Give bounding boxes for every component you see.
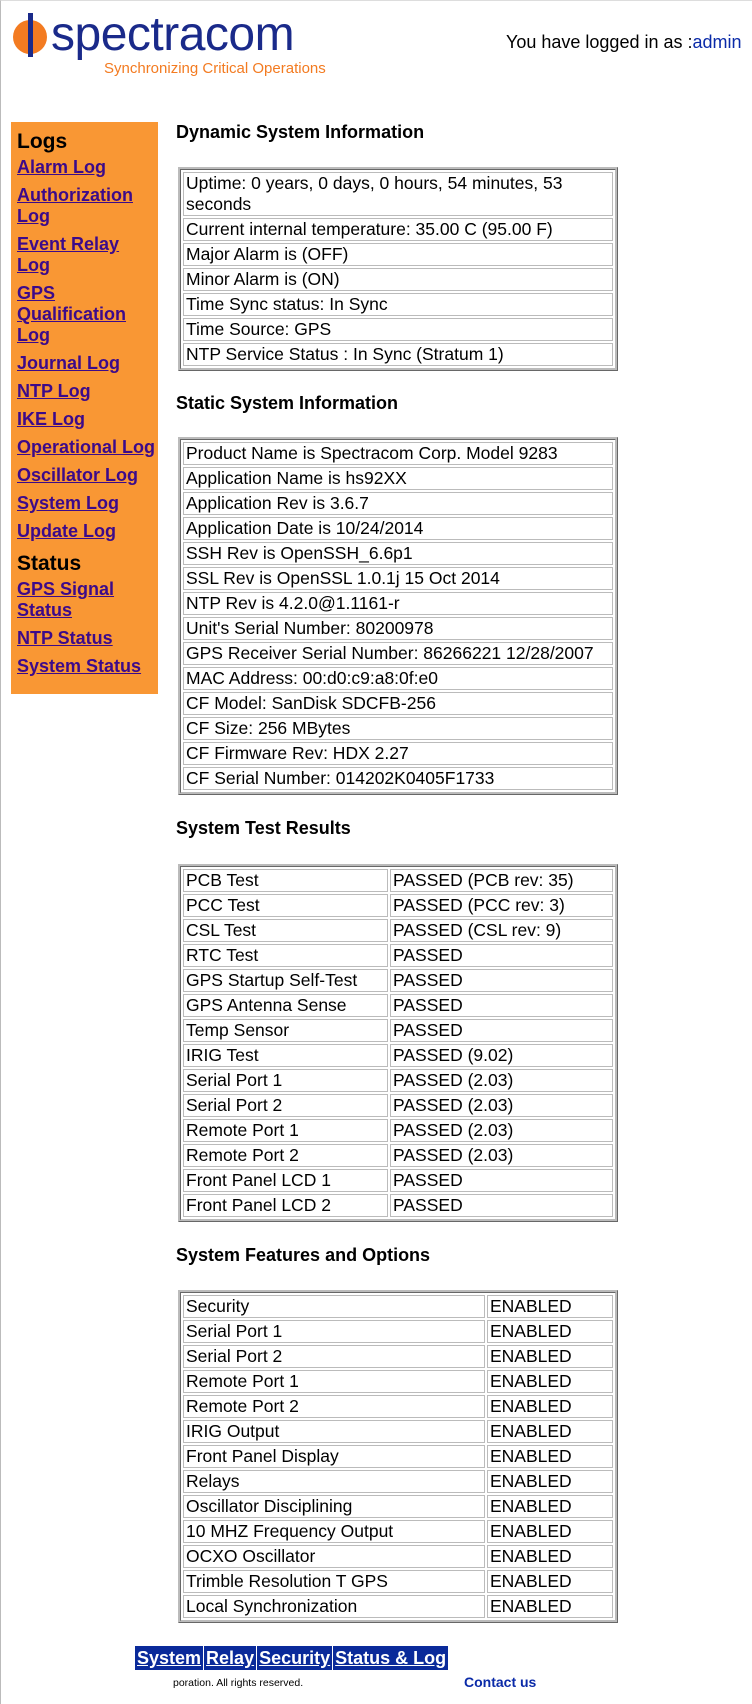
feature-state: ENABLED [487, 1370, 613, 1393]
table-row [183, 642, 613, 665]
test-result: PASSED (2.03) [390, 1119, 613, 1142]
table-row [183, 1094, 613, 1117]
table-cell: MAC Address: 00:d0:c9:a8:0f:e0 [183, 667, 613, 690]
sidebar-link-gps-qualification-log[interactable]: GPS Qualification Log [17, 283, 127, 345]
table-row [183, 1570, 613, 1593]
logo-wordmark: spectracom [51, 8, 295, 61]
table-row [183, 343, 613, 366]
test-result: PASSED [390, 1169, 613, 1192]
feature-name: OCXO Oscillator [183, 1545, 485, 1568]
table-cell: NTP Service Status : In Sync (Stratum 1) [183, 343, 613, 366]
footer-link-system[interactable]: System [137, 1648, 202, 1668]
table-row [183, 1595, 613, 1618]
feature-state: ENABLED [487, 1320, 613, 1343]
table-cell: Time Source: GPS [183, 318, 613, 341]
table-row [183, 1395, 613, 1418]
table-cell: CF Serial Number: 014202K0405F1733 [183, 767, 613, 790]
feature-name: 10 MHZ Frequency Output [183, 1520, 485, 1543]
feature-name: Oscillator Disciplining [183, 1495, 485, 1518]
test-result: PASSED (9.02) [390, 1044, 613, 1067]
table-row [183, 467, 613, 490]
table-row [183, 1019, 613, 1042]
copyright-text: poration. All rights reserved. [173, 1677, 304, 1689]
table-cell: NTP Rev is 4.2.0@1.1161-r [183, 592, 613, 615]
table-row [183, 894, 613, 917]
table-row [183, 919, 613, 942]
table-cell: Application Date is 10/24/2014 [183, 517, 613, 540]
feature-state: ENABLED [487, 1445, 613, 1468]
test-result: PASSED [390, 944, 613, 967]
table-cell: GPS Receiver Serial Number: 86266221 12/28/2007 [183, 642, 613, 665]
feature-name: IRIG Output [183, 1420, 485, 1443]
feature-state: ENABLED [487, 1295, 613, 1318]
test-result: PASSED (2.03) [390, 1094, 613, 1117]
table-cell: Application Name is hs92XX [183, 467, 613, 490]
sidebar-link-operational-log[interactable]: Operational Log [17, 437, 156, 457]
footer-link-relay[interactable]: Relay [206, 1648, 255, 1668]
test-result: PASSED (PCC rev: 3) [390, 894, 613, 917]
feature-state: ENABLED [487, 1420, 613, 1443]
table-row [183, 1320, 613, 1343]
table-row [183, 542, 613, 565]
table-cell: CF Size: 256 MBytes [183, 717, 613, 740]
feature-name: Trimble Resolution T GPS [183, 1570, 485, 1593]
test-name: PCC Test [183, 894, 388, 917]
table-row [183, 1069, 613, 1092]
test-name: RTC Test [183, 944, 388, 967]
table-row [183, 1445, 613, 1468]
test-name: Remote Port 2 [183, 1144, 388, 1167]
dynamic-info-table [178, 167, 618, 371]
login-prefix: You have logged in as : [506, 32, 693, 52]
table-row [183, 717, 613, 740]
feature-state: ENABLED [487, 1470, 613, 1493]
feature-name: Front Panel Display [183, 1445, 485, 1468]
feature-name: Remote Port 2 [183, 1395, 485, 1418]
table-cell: CF Firmware Rev: HDX 2.27 [183, 742, 613, 765]
test-name: GPS Antenna Sense [183, 994, 388, 1017]
table-cell: Product Name is Spectracom Corp. Model 9283 [183, 442, 613, 465]
sidebar-link-update-log[interactable]: Update Log [17, 521, 116, 541]
test-name: PCB Test [183, 869, 388, 892]
test-name: Remote Port 1 [183, 1119, 388, 1142]
table-row [183, 1169, 613, 1192]
features-title: System Features and Options [176, 1245, 431, 1265]
feature-state: ENABLED [487, 1395, 613, 1418]
table-row [183, 567, 613, 590]
footer-link-status-log[interactable]: Status & Log [335, 1648, 447, 1668]
footer-nav [137, 1646, 461, 1670]
table-cell: Uptime: 0 years, 0 days, 0 hours, 54 minutes, 53 seconds [183, 172, 613, 216]
table-row [183, 1194, 613, 1217]
static-info-title: Static System Information [176, 393, 399, 413]
table-row [183, 692, 613, 715]
feature-state: ENABLED [487, 1595, 613, 1618]
sidebar-link-ntp-status[interactable]: NTP Status [17, 628, 113, 648]
sidebar-link-event-relay-log[interactable]: Event Relay Log [17, 234, 120, 275]
table-row [183, 667, 613, 690]
sidebar-link-journal-log[interactable]: Journal Log [17, 353, 120, 373]
table-cell: CF Model: SanDisk SDCFB-256 [183, 692, 613, 715]
table-row [183, 1520, 613, 1543]
test-name: Serial Port 2 [183, 1094, 388, 1117]
table-row [183, 318, 613, 341]
table-row [183, 1119, 613, 1142]
logs-heading: Logs [17, 130, 68, 153]
test-name: Front Panel LCD 2 [183, 1194, 388, 1217]
test-result: PASSED (CSL rev: 9) [390, 919, 613, 942]
test-result: PASSED (PCB rev: 35) [390, 869, 613, 892]
table-cell: SSL Rev is OpenSSL 1.0.1j 15 Oct 2014 [183, 567, 613, 590]
table-cell: Time Sync status: In Sync [183, 293, 613, 316]
sidebar-link-alarm-log[interactable]: Alarm Log [17, 157, 107, 177]
table-cell: SSH Rev is OpenSSH_6.6p1 [183, 542, 613, 565]
static-info-table [178, 437, 618, 795]
sidebar [11, 122, 158, 694]
feature-state: ENABLED [487, 1570, 613, 1593]
table-row [183, 767, 613, 790]
spectracom-logo [11, 9, 341, 81]
sidebar-link-oscillator-log[interactable]: Oscillator Log [17, 465, 139, 485]
table-row [183, 969, 613, 992]
table-row [183, 517, 613, 540]
sidebar-link-authorization-log[interactable]: Authorization Log [17, 185, 133, 226]
table-row [183, 442, 613, 465]
table-row [183, 268, 613, 291]
feature-name: Security [183, 1295, 485, 1318]
dynamic-info-title: Dynamic System Information [176, 122, 425, 142]
test-result: PASSED [390, 969, 613, 992]
table-row [183, 1545, 613, 1568]
feature-name: Remote Port 1 [183, 1370, 485, 1393]
feature-name: Serial Port 2 [183, 1345, 485, 1368]
sidebar-link-system-status[interactable]: System Status [17, 656, 142, 676]
table-cell: Application Rev is 3.6.7 [183, 492, 613, 515]
test-name: CSL Test [183, 919, 388, 942]
table-cell: Major Alarm is (OFF) [183, 243, 613, 266]
table-row [183, 944, 613, 967]
table-row [183, 293, 613, 316]
footer-link-security[interactable]: Security [259, 1648, 331, 1668]
test-name: Serial Port 1 [183, 1069, 388, 1092]
table-cell: Minor Alarm is (ON) [183, 268, 613, 291]
test-result: PASSED (2.03) [390, 1069, 613, 1092]
test-results-table [178, 864, 618, 1222]
feature-state: ENABLED [487, 1495, 613, 1518]
table-row [183, 994, 613, 1017]
table-row [183, 172, 613, 216]
sidebar-link-ike-log[interactable]: IKE Log [17, 409, 85, 429]
sidebar-link-ntp-log[interactable]: NTP Log [17, 381, 91, 401]
table-row [183, 492, 613, 515]
contact-us-link[interactable]: Contact us [464, 1674, 537, 1690]
table-row [183, 1295, 613, 1318]
feature-state: ENABLED [487, 1520, 613, 1543]
table-row [183, 218, 613, 241]
table-row [183, 1044, 613, 1067]
test-result: PASSED [390, 1019, 613, 1042]
feature-state: ENABLED [487, 1545, 613, 1568]
table-row [183, 742, 613, 765]
table-row [183, 1420, 613, 1443]
status-heading: Status [17, 552, 82, 575]
test-name: Temp Sensor [183, 1019, 388, 1042]
sidebar-link-system-log[interactable]: System Log [17, 493, 120, 513]
test-name: GPS Startup Self-Test [183, 969, 388, 992]
table-row [183, 1370, 613, 1393]
test-name: IRIG Test [183, 1044, 388, 1067]
logo-mark-icon [11, 11, 51, 59]
username-link[interactable]: admin [692, 32, 742, 52]
table-row [183, 243, 613, 266]
table-row [183, 592, 613, 615]
table-row [183, 1495, 613, 1518]
test-result: PASSED (2.03) [390, 1144, 613, 1167]
feature-name: Serial Port 1 [183, 1320, 485, 1343]
login-status [506, 32, 742, 53]
table-row [183, 617, 613, 640]
table-row [183, 1470, 613, 1493]
table-row [183, 1144, 613, 1167]
sidebar-link-gps-signal-status[interactable]: GPS Signal Status [17, 579, 115, 620]
feature-name: Local Synchronization [183, 1595, 485, 1618]
features-table [178, 1290, 618, 1623]
table-row [183, 869, 613, 892]
table-cell: Unit's Serial Number: 80200978 [183, 617, 613, 640]
test-result: PASSED [390, 1194, 613, 1217]
test-result: PASSED [390, 994, 613, 1017]
logo-tagline: Synchronizing Critical Operations [104, 60, 326, 77]
feature-state: ENABLED [487, 1345, 613, 1368]
test-results-title: System Test Results [176, 818, 351, 838]
test-name: Front Panel LCD 1 [183, 1169, 388, 1192]
table-cell: Current internal temperature: 35.00 C (95.00 F) [183, 218, 613, 241]
table-row [183, 1345, 613, 1368]
feature-name: Relays [183, 1470, 485, 1493]
